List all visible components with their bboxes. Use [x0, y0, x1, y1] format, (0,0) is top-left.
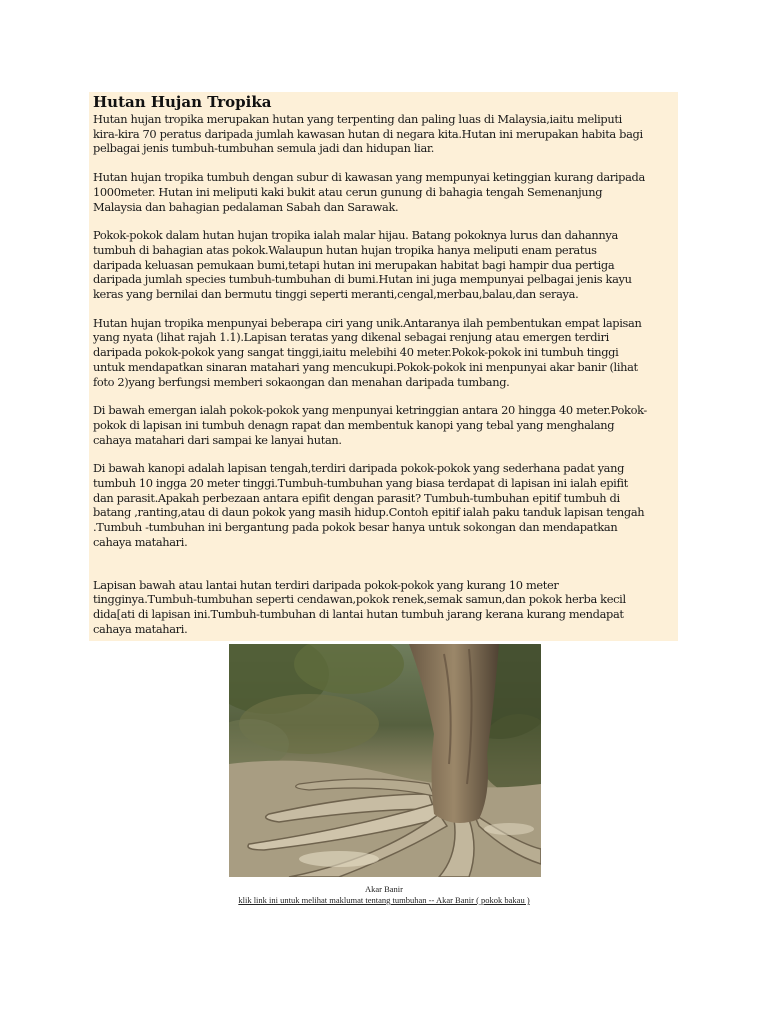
photo-caption: Akar Banir	[364, 884, 403, 894]
paragraph-emergent-layer: Hutan hujan tropika menpunyai beberapa ciri yang unik.Antaranya ilah pembentukan empat lapisan yang nyata (lihat rajah 1.1).Lapisan teratas yang dikenal sebagai renjung atau emergen terdiri daripada pokok-pokok yang sangat tinggi,iaitu melebihi 40 meter.Pokok-pokok ini tumbuh tinggi untuk mendapatkan sinaran matahari yang mencukupi.Pokok-pokok ini menpunyai akar banir (lihat foto 2)yang berfungsi memberi sokaongan dan menahan daripada tumbang.	[93, 315, 642, 389]
paragraph-evergreen: Pokok-pokok dalam hutan hujan tropika ialah malar hijau. Batang pokoknya lurus dan dahannya tumbuh di bahagian atas pokok.Walaupun hutan hujan tropika hanya meliputi enam peratus daripada keluasan pemukaan bumi,tetapi hutan ini merupakan habitat bagi hampir dua pertiga daripada jumlah species tumbuh-tumbuhan di bumi.Hutan ini juga mempunyai pelbagai jenis kayu keras yang bernilai dan bermutu tinggi seperti meranti,cengal,merbau,balau,dan seraya.	[93, 228, 632, 302]
paragraph-intro: Hutan hujan tropika merupakan hutan yang terpenting dan paling luas di Malaysia,iaitu meliputi kira-kira 70 peratus daripada jumlah kawasan hutan di negara kita.Hutan ini merupakan habita bagi pelbagai jenis tumbuh-tumbuhan semula jadi dan hidupan liar.	[93, 112, 643, 156]
paragraph-forest-floor: Lapisan bawah atau lantai hutan terdiri daripada pokok-pokok yang kurang 10 meter tingginya.Tumbuh-tumbuhan seperti cendawan,pokok renek,semak samun,dan pokok herba kecil dida[ati di lapisan ini.Tumbuh-tumbuhan di lantai hutan tumbuh jarang kerana kurang mendapat cahaya matahari.	[93, 577, 626, 636]
article-block	[89, 92, 678, 641]
paragraph-middle-layer: Di bawah kanopi adalah lapisan tengah,terdiri daripada pokok-pokok yang sederhana padat yang tumbuh 10 ingga 20 meter tinggi.Tumbuh-tumbuhan yang biasa terdapat di lapisan ini ialah epifit dan parasit.Apakah perbezaan antara epifit dengan parasit? Tumbuh-tumbuhan epitif tumbuh di batang ,ranting,atau di daun pokok yang masih hidup.Contoh epitif ialah paku tanduk lapisan tengah .Tumbuh -tumbuhan ini bergantung pada pokok besar hanya untuk sokongan dan mendapatkan cahaya matahari.	[93, 461, 645, 549]
article-title: Hutan Hujan Tropika	[93, 93, 272, 111]
plant-info-link[interactable]: klik link ini untuk melihat maklumat tentang tumbuhan -- Akar Banir ( pokok bakau )	[238, 895, 530, 905]
paragraph-altitude: Hutan hujan tropika tumbuh dengan subur di kawasan yang mempunyai ketinggian kurang daripada 1000meter. Hutan ini meliputi kaki bukit atau cerun gunung di bahagia tengah Semenanjung Malaysia dan bahagian pedalaman Sabah dan Sarawak.	[93, 170, 645, 214]
buttress-root-photo	[229, 644, 541, 877]
paragraph-canopy-layer: Di bawah emergan ialah pokok-pokok yang menpunyai ketringgian antara 20 hingga 40 meter.Pokok- pokok di lapisan ini tumbuh denagn rapat dan membentuk kanopi yang tebal yang menghalang cahaya matahari dari sampai ke lanyai hutan.	[93, 403, 647, 447]
photo-caption-block	[200, 884, 568, 906]
